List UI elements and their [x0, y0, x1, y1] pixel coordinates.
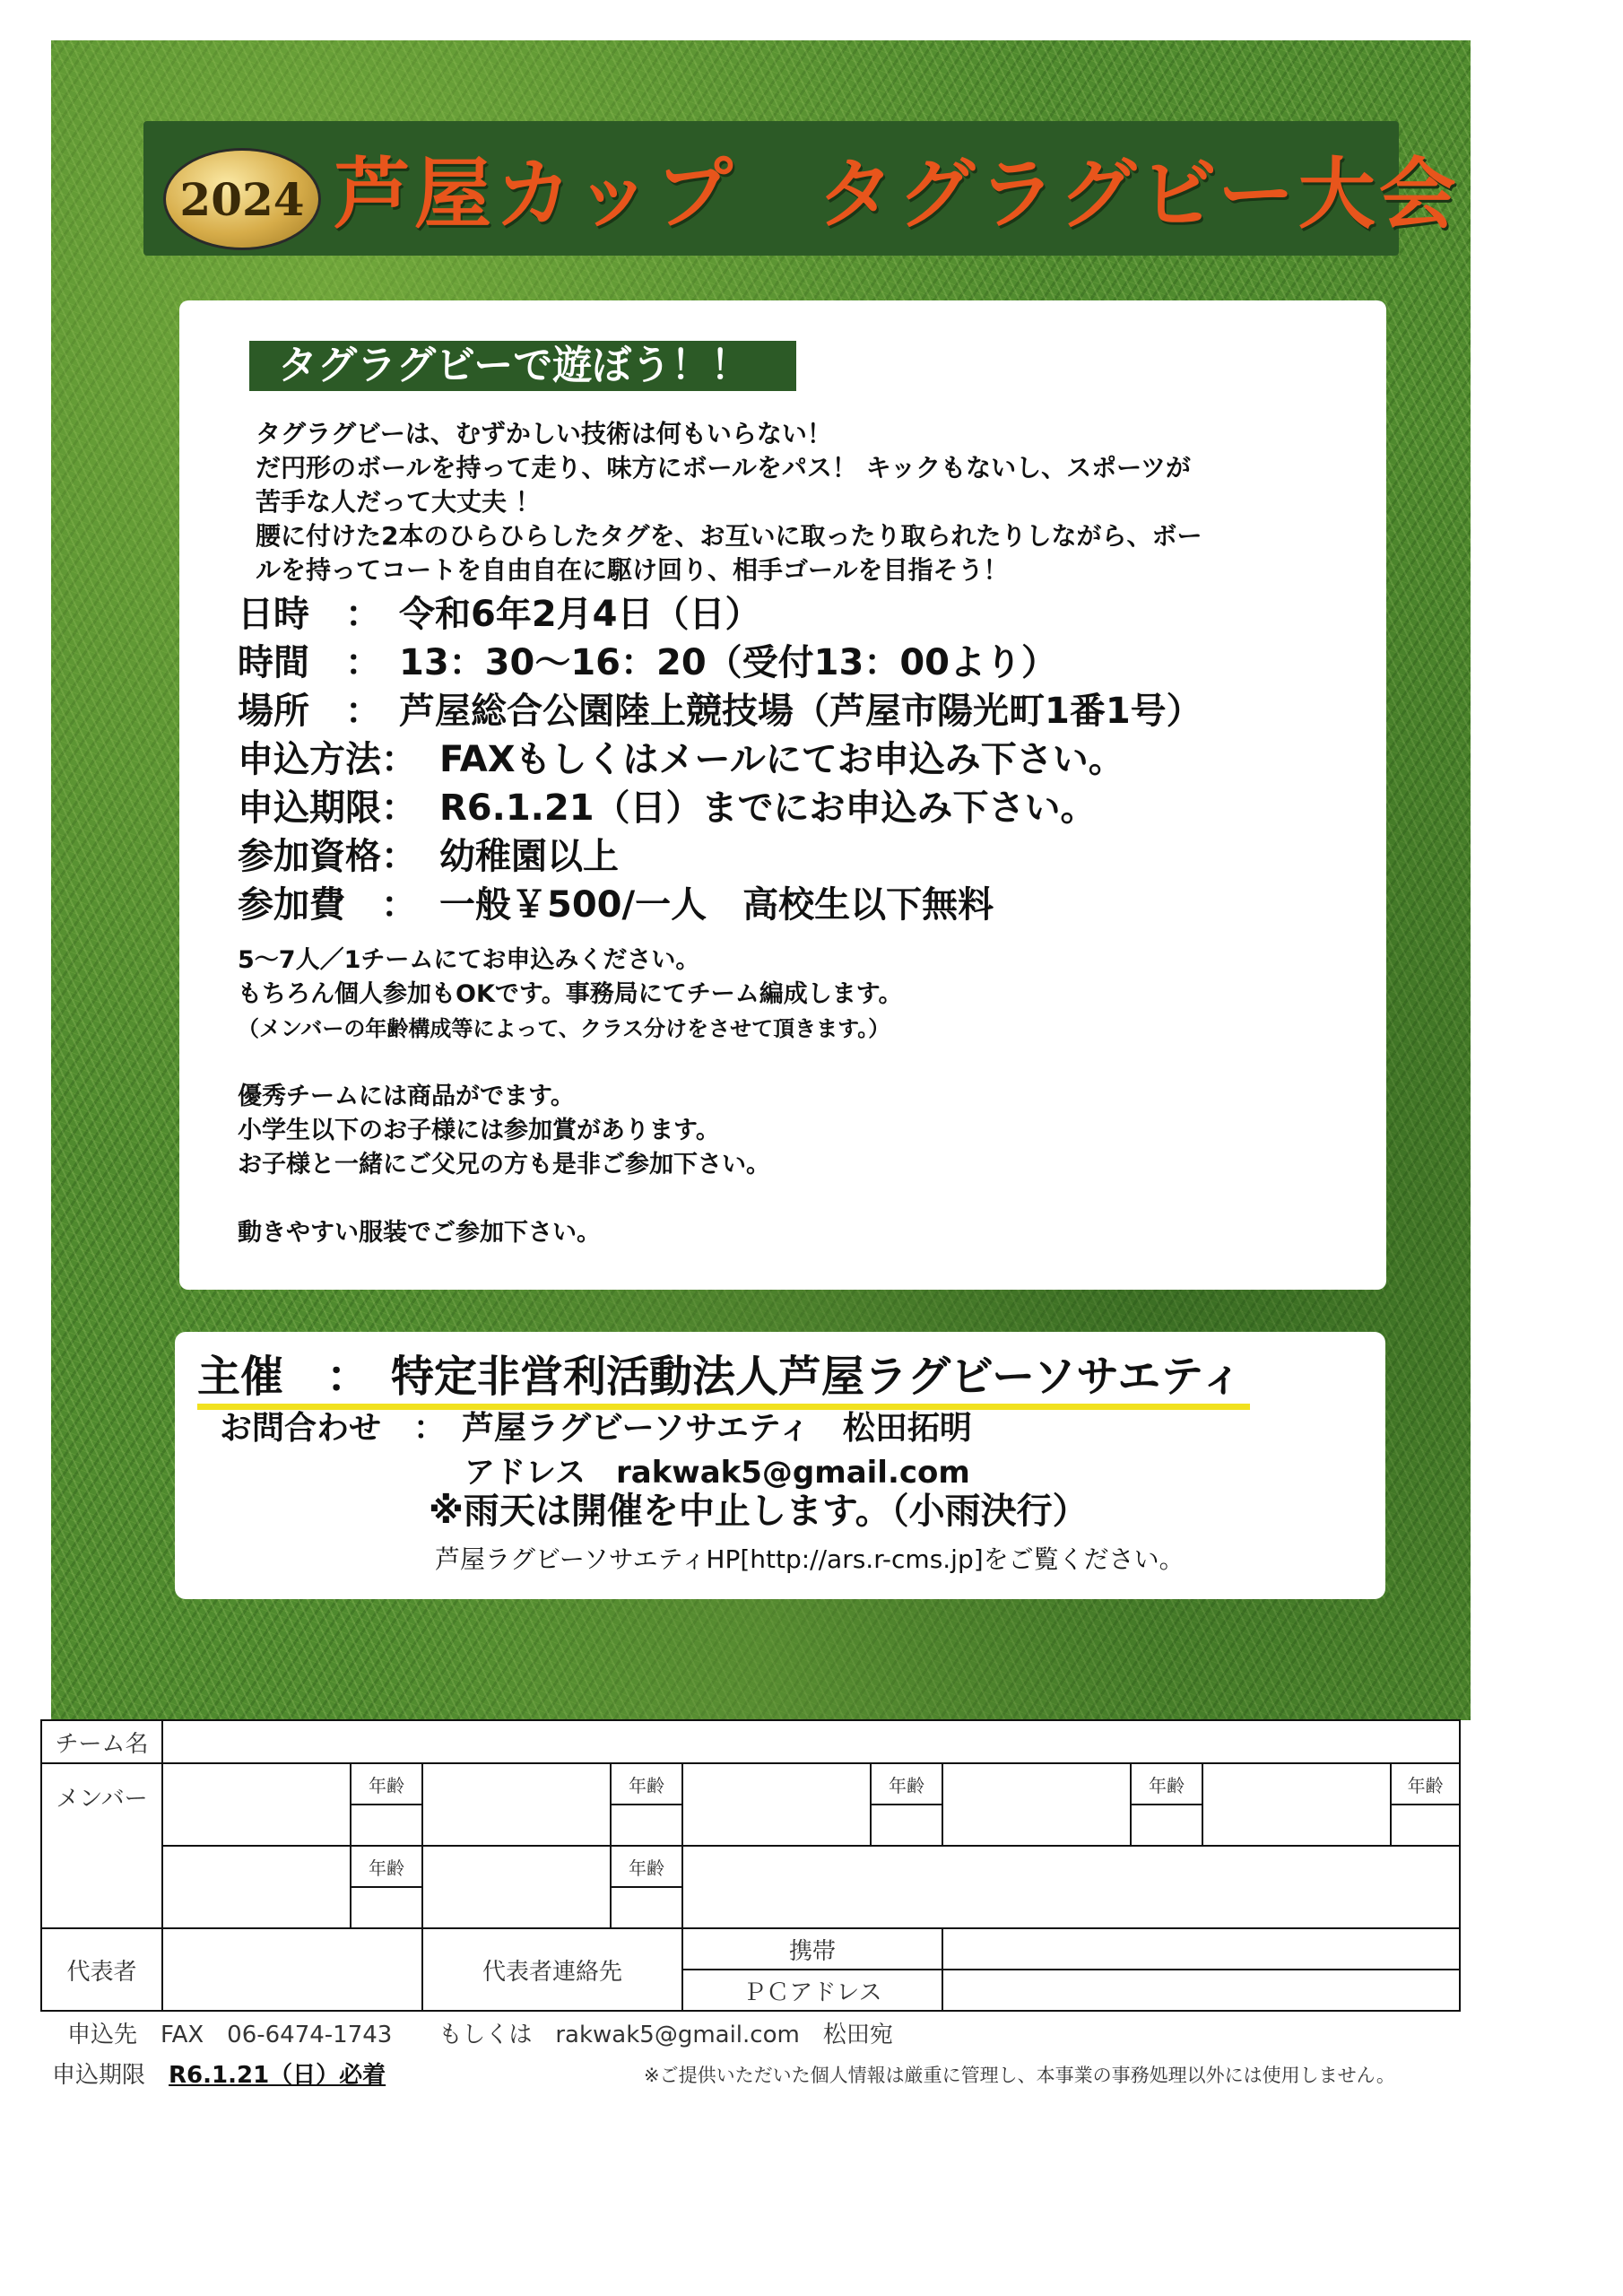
member-age-field[interactable] [351, 1805, 422, 1846]
member-name-field[interactable] [162, 1846, 351, 1928]
date-label: 日時 ： [238, 594, 381, 635]
address-label: アドレス [464, 1455, 586, 1491]
place-value: 芦屋総合公園陸上競技場（芦屋市陽光町1番1号） [399, 691, 1202, 732]
time-row [238, 639, 1202, 687]
organizer-host: 主催 ： 特定非営利活動法人芦屋ラグビーソサエティ [197, 1350, 1250, 1410]
eligibility-row [238, 832, 1202, 881]
eligibility-label: 参加資格： [238, 836, 417, 877]
member-name-field[interactable] [1202, 1763, 1391, 1846]
individual-note: もちろん個人参加もOKです。事務局にてチーム編成します。 [238, 980, 903, 1008]
address-line [464, 1453, 970, 1492]
intro-line: 腰に付けた2本のひらひらしたタグを、お互いに取ったり取られたりしながら、ボー [256, 521, 1202, 551]
year-badge-text: 2024 [179, 172, 305, 226]
footer-deadline-label: 申込期限 [52, 2062, 169, 2089]
rep-contact-label: 代表者連絡先 [422, 1928, 682, 2011]
event-details [238, 590, 1202, 929]
intro-line: タグラグビーは、むずかしい技術は何もいらない！ [256, 419, 832, 448]
member-age-field[interactable] [871, 1805, 942, 1846]
fee-value: 一般￥500/一人 高校生以下無料 [439, 884, 994, 926]
class-note: （メンバーの年齢構成等によって、クラス分けをさせて頂きます。） [238, 1016, 890, 1041]
age-label: 年齢 [351, 1846, 422, 1887]
entry-form [40, 1719, 1461, 2012]
time-label: 時間 ： [238, 642, 381, 683]
place-row [238, 687, 1202, 735]
place-label: 場所 ： [238, 691, 381, 732]
contact-line [220, 1408, 972, 1449]
member-age-field[interactable] [1131, 1805, 1202, 1846]
deadline-value: R6.1.21（日）までにお申込み下さい。 [439, 787, 1097, 829]
clothing-note: 動きやすい服装でご参加下さい。 [238, 1219, 601, 1247]
empty-member-area [682, 1846, 1460, 1928]
age-label: 年齢 [611, 1846, 682, 1887]
age-label: 年齢 [351, 1763, 422, 1805]
member-age-field[interactable] [611, 1887, 682, 1928]
pc-address-field[interactable] [942, 1970, 1460, 2011]
member-name-field[interactable] [422, 1846, 611, 1928]
pc-address-label: ＰＣアドレス [682, 1970, 942, 2011]
representative-field[interactable] [162, 1928, 422, 2011]
mobile-label: 携帯 [682, 1928, 942, 1970]
team-name-field[interactable] [162, 1720, 1460, 1763]
member-name-field[interactable] [682, 1763, 871, 1846]
time-value: 13：30～16：20（受付13：00より） [399, 642, 1057, 683]
event-title: 芦屋カップ タグラグビー大会 [334, 150, 1460, 239]
contact-label: お問合わせ ： [220, 1410, 430, 1447]
apply-to-line: 申込先 FAX 06-6474-1743 もしくは rakwak5@gmail.com 松田宛 [67, 2022, 893, 2048]
mobile-field[interactable] [942, 1928, 1460, 1970]
method-row [238, 735, 1202, 784]
member-name-field[interactable] [162, 1763, 351, 1846]
date-row [238, 590, 1202, 639]
fee-row [238, 881, 1202, 929]
deadline-row [238, 784, 1202, 832]
age-label: 年齢 [871, 1763, 942, 1805]
privacy-note: ※ご提供いただいた個人情報は厳重に管理し、本事業の事務処理以外には使用しません。 [644, 2065, 1395, 2086]
homepage-note: 芦屋ラグビーソサエティHP[http://ars.r-cms.jp]をご覧ください。 [435, 1544, 1185, 1574]
member-age-field[interactable] [1391, 1805, 1460, 1846]
team-size-note: 5～7人／1チームにてお申込みください。 [238, 946, 700, 974]
footer-deadline-value: R6.1.21（日）必着 [169, 2062, 386, 2089]
prize-note: 優秀チームには商品がでます。 [238, 1083, 575, 1110]
representative-label: 代表者 [41, 1928, 162, 2011]
member-name-field[interactable] [422, 1763, 611, 1846]
intro-line: だ円形のボールを持って走り、味方にボールをパス！ キックもないし、スポーツが [256, 453, 1191, 483]
date-value: 令和6年2月4日（日） [399, 594, 761, 635]
rain-note: ※雨天は開催を中止します。（小雨決行） [429, 1491, 1089, 1532]
address-value: rakwak5@gmail.com [615, 1455, 970, 1491]
parents-note: お子様と一緒にご父兄の方も是非ご参加下さい。 [238, 1151, 770, 1178]
member-age-field[interactable] [611, 1805, 682, 1846]
member-age-field[interactable] [351, 1887, 422, 1928]
blank-line [238, 1046, 903, 1080]
deadline-label: 申込期限： [238, 787, 417, 829]
notes-block [238, 944, 903, 1250]
intro-line: ルを持ってコートを自由自在に駆け回り、相手ゴールを目指そう！ [256, 555, 1009, 585]
members-label: メンバー [41, 1763, 162, 1928]
year-badge [166, 151, 318, 248]
age-label: 年齢 [1391, 1763, 1460, 1805]
intro-line: 苦手な人だって大丈夫 ！ [256, 487, 541, 517]
age-label: 年齢 [1131, 1763, 1202, 1805]
contact-value: 芦屋ラグビーソサエティ 松田拓明 [462, 1410, 972, 1447]
team-name-label: チーム名 [41, 1720, 162, 1763]
eligibility-value: 幼稚園以上 [439, 836, 619, 877]
method-label: 申込方法： [238, 739, 417, 780]
fee-label: 参加費 ： [238, 884, 417, 926]
member-name-field[interactable] [942, 1763, 1131, 1846]
blank-line [238, 1182, 903, 1216]
participation-prize-note: 小学生以下のお子様には参加賞があります。 [238, 1117, 720, 1144]
intro-heading: タグラグビーで遊ぼう！！ [249, 341, 796, 391]
intro-text [256, 417, 1202, 587]
deadline-line [52, 2058, 386, 2092]
age-label: 年齢 [611, 1763, 682, 1805]
method-value: FAXもしくはメールにてお申込み下さい。 [439, 739, 1124, 780]
